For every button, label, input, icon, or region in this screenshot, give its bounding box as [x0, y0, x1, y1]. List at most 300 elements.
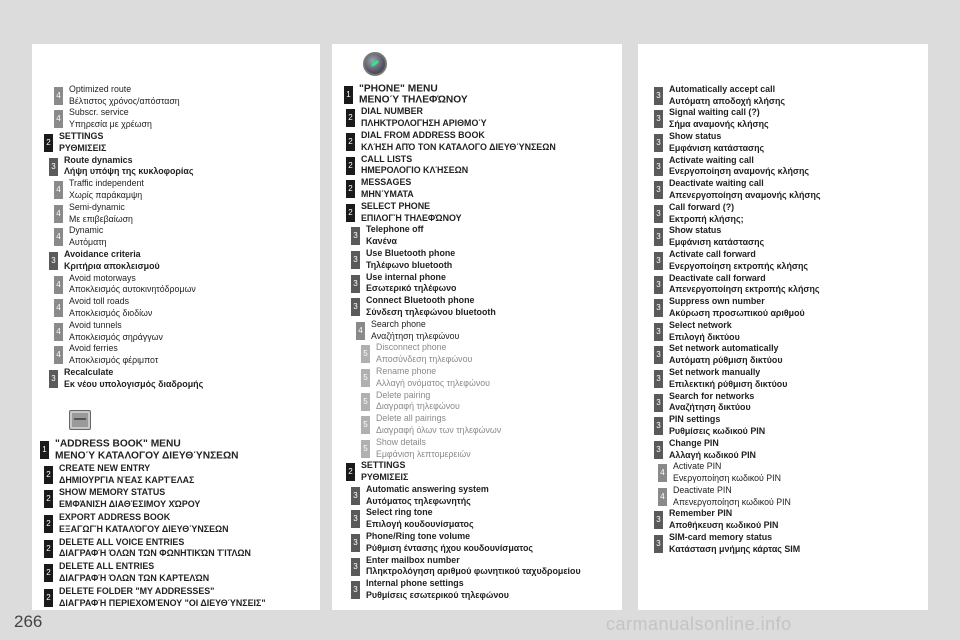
menu-entry [658, 485, 928, 509]
menu-entry-text [366, 531, 533, 555]
menu-entry-label-el: Λήψη υπόψη της κυκλοφορίας [64, 166, 194, 177]
menu-level-badge: 3 [49, 158, 58, 176]
menu-level-badge: 4 [658, 464, 667, 482]
menu-entry-label-en: Avoidance criteria [64, 249, 141, 260]
menu-entry [351, 248, 622, 272]
menu-entry-text [669, 344, 783, 368]
menu-entry-text [361, 154, 468, 178]
menu-level-badge: 2 [346, 463, 355, 481]
menu-entry-label-el: ΠΛΗΚΤΡΟΛΟΓΗΣΗ ΑΡΙΘΜΟΎ [361, 118, 487, 129]
menu-entry-label-el: Αποσύνδεση τηλεφώνου [376, 354, 473, 365]
menu-entry-text [669, 108, 769, 132]
menu-entry-text [366, 508, 474, 532]
menu-level-badge: 3 [654, 228, 663, 246]
menu-entry-label-el: Απενεργοποίηση εκτροπής κλήσης [669, 284, 820, 295]
menu-entry-label-el: Εσωτερικό τηλέφωνο [366, 283, 457, 294]
address-book-menu-list [32, 438, 320, 610]
menu-entry-text [669, 367, 787, 391]
menu-entry-label-el: Αυτόματος τηλεφωνητής [366, 495, 471, 506]
menu-entry-label-el: Απενεργοποίηση αναμονής κλήσης [669, 190, 821, 201]
menu-entry-label-en: Route dynamics [64, 154, 133, 165]
menu-entry [346, 461, 622, 485]
menu-entry-text [669, 532, 800, 556]
menu-entry-label-en: Select network [669, 319, 732, 330]
menu-entry-text [361, 201, 462, 225]
menu-entry-text [366, 555, 581, 579]
menu-entry [356, 319, 622, 343]
menu-entry [44, 463, 320, 488]
menu-entry-label-en: Dynamic [69, 225, 104, 236]
menu-entry-label-en: Enter mailbox number [366, 554, 460, 565]
menu-level-badge: 2 [346, 204, 355, 222]
menu-entry [40, 438, 320, 463]
menu-level-badge: 5 [361, 416, 370, 434]
phone-menu-list [332, 83, 622, 602]
menu-level-badge: 3 [654, 87, 663, 105]
menu-entry [654, 414, 928, 438]
menu-entry [44, 536, 320, 561]
menu-entry-label-en: DIAL FROM ADDRESS BOOK [361, 130, 485, 141]
menu-entry-label-el: Εκ νέου υπολογισμός διαδρομής [64, 378, 204, 389]
menu-entry-label-el: ΜΕΝΟΎ ΤΗΛΕΦΏΝΟΥ [359, 94, 468, 106]
menu-entry-label-el: Ενεργοποίηση κωδικού PIN [673, 473, 781, 484]
menu-level-badge: 3 [654, 323, 663, 341]
menu-entry [44, 561, 320, 586]
menu-entry-label-en: SHOW MEMORY STATUS [59, 487, 166, 498]
page-number: 266 [14, 612, 43, 631]
menu-level-badge: 3 [654, 134, 663, 152]
menu-entry-text [669, 249, 808, 273]
menu-entry-label-en: Set network automatically [669, 343, 779, 354]
menu-entry-text [59, 586, 266, 610]
menu-level-badge: 3 [654, 346, 663, 364]
menu-entry-label-en: Show status [669, 131, 722, 142]
menu-entry-text [69, 108, 152, 132]
menu-entry [361, 390, 622, 414]
menu-level-badge: 5 [361, 369, 370, 387]
menu-level-badge: 3 [351, 534, 360, 552]
menu-level-badge: 3 [654, 535, 663, 553]
menu-entry-label-en: DIAL NUMBER [361, 106, 423, 117]
menu-entry-label-el: Ρύθμιση έντασης ήχου κουδουνίσματος [366, 543, 533, 554]
menu-level-badge: 2 [44, 589, 53, 607]
menu-entry [654, 509, 928, 533]
menu-entry-text [669, 509, 778, 533]
menu-entry-label-en: Deactivate PIN [673, 485, 732, 496]
menu-entry [361, 343, 622, 367]
menu-entry [54, 296, 320, 320]
menu-entry-text [673, 485, 791, 509]
menu-entry-label-el: ΗΜΕΡΟΛΟΓΙΟ ΚΛΉΣΕΩΝ [361, 165, 469, 176]
menu-entry-label-el: Κριτήρια αποκλεισμού [64, 260, 160, 271]
menu-entry-label-el: ΔΗΜΙΟΥΡΓΙΑ ΝΈΑΣ ΚΑΡΤΈΛΑΣ [59, 474, 195, 485]
menu-entry-label-el: ΔΙΑΓΡΑΦΉ ΠΕΡΙΕΧΟΜΈΝΟΥ "ΟΙ ΔΙΕΥΘΎΝΣΕΙΣ" [59, 597, 266, 608]
menu-entry-text [366, 295, 496, 319]
menu-level-badge: 3 [654, 417, 663, 435]
menu-entry-label-el: Αλλαγή κωδικού PIN [669, 449, 756, 460]
phone-icon [363, 52, 387, 76]
menu-entry [654, 367, 928, 391]
menu-entry-label-en: Subscr. service [69, 107, 129, 118]
menu-entry-text [673, 462, 781, 486]
menu-entry [351, 555, 622, 579]
menu-level-badge: 3 [654, 158, 663, 176]
menu-entry-text [376, 413, 501, 437]
menu-entry [654, 155, 928, 179]
menu-entry-label-en: Show details [376, 436, 426, 447]
menu-level-badge: 3 [654, 370, 663, 388]
menu-entry-label-en: Traffic independent [69, 178, 144, 189]
menu-entry-label-el: Αυτόματη αποδοχή κλήσης [669, 95, 786, 106]
menu-entry-text [366, 225, 424, 249]
menu-level-badge: 2 [346, 109, 355, 127]
menu-entry [44, 131, 320, 155]
menu-entry [54, 344, 320, 368]
menu-entry-label-el: Αυτόματη ρύθμιση δικτύου [669, 355, 783, 366]
menu-entry-text [64, 249, 160, 273]
menu-entry [654, 108, 928, 132]
menu-entry-label-el: Σήμα αναμονής κλήσης [669, 119, 769, 130]
menu-entry [44, 487, 320, 512]
menu-entry-label-en: Use internal phone [366, 271, 446, 282]
menu-level-badge: 2 [44, 466, 53, 484]
phone-settings-list [638, 84, 928, 556]
menu-entry-label-en: Avoid ferries [69, 343, 118, 354]
menu-entry-label-en: SETTINGS [361, 460, 406, 471]
menu-entry-label-el: Επιλογή δικτύου [669, 331, 740, 342]
menu-entry-text [376, 437, 471, 461]
menu-entry [351, 484, 622, 508]
menu-entry-label-en: MESSAGES [361, 177, 412, 188]
menu-entry-label-en: Search for networks [669, 390, 755, 401]
menu-entry-label-el: Με επιβεβαίωση [69, 213, 133, 224]
menu-entry-text [669, 414, 765, 438]
menu-entry-label-el: Ρυθμίσεις κωδικού PIN [669, 426, 766, 437]
menu-entry-label-el: ΜΗΝΎΜΑΤΑ [361, 189, 414, 200]
menu-entry-label-el: Αποθήκευση κωδικού PIN [669, 520, 779, 531]
menu-entry-label-el: ΡΥΘΜΙΣΕΙΣ [59, 142, 107, 153]
menu-level-badge: 3 [654, 299, 663, 317]
menu-entry-label-en: SETTINGS [59, 131, 104, 142]
menu-entry-label-en: Optimized route [69, 84, 132, 94]
menu-entry-label-en: Signal waiting call (?) [669, 107, 760, 118]
menu-entry-label-el: Σύνδεση τηλεφώνου bluetooth [366, 307, 496, 318]
menu-entry [346, 130, 622, 154]
menu-level-badge: 4 [54, 181, 63, 199]
menu-level-badge: 3 [654, 394, 663, 412]
menu-entry-text [669, 226, 764, 250]
menu-entry-label-el: Αναζήτηση τηλεφώνου [371, 330, 460, 341]
menu-level-badge: 5 [361, 345, 370, 363]
menu-entry-text [59, 131, 106, 155]
menu-entry-label-el: Κανένα [366, 236, 397, 247]
menu-entry-label-el: ΚΛΉΣΗ ΑΠΌ ΤΟΝ ΚΑΤΑΛΟΓΟ ΔΙΕΥΘΎΝΣΕΩΝ [361, 141, 556, 152]
menu-entry-label-el: Ενεργοποίηση εκτροπής κλήσης [669, 260, 808, 271]
menu-entry-text [59, 512, 229, 536]
menu-entry-label-en: Avoid toll roads [69, 296, 129, 307]
menu-entry-label-en: Show status [669, 225, 722, 236]
menu-entry-label-el: ΔΙΑΓΡΑΦΉ ΌΛΩΝ ΤΩΝ ΚΑΡΤΕΛΏΝ [59, 573, 210, 584]
menu-entry-label-en: Automatic answering system [366, 484, 489, 495]
menu-level-badge: 2 [44, 134, 53, 152]
menu-entry-text [69, 296, 152, 320]
menu-entry-text [69, 273, 196, 297]
menu-entry-label-en: SELECT PHONE [361, 200, 431, 211]
menu-level-badge: 3 [351, 581, 360, 599]
menu-entry [346, 201, 622, 225]
menu-entry-text [366, 578, 509, 602]
menu-entry-label-el: Αποκλεισμός σηράγγων [69, 331, 163, 342]
menu-entry-text [669, 391, 754, 415]
menu-panel-phone [332, 44, 622, 610]
menu-level-badge: 3 [351, 487, 360, 505]
menu-entry-label-el: Αλλαγή ονόματος τηλεφώνου [376, 377, 490, 388]
menu-entry-label-en: Automatically accept call [669, 84, 776, 94]
menu-entry-label-el: ΜΕΝΟΎ ΚΑΤΑΛΟΓΟΥ ΔΙΕΥΘΎΝΣΕΩΝ [55, 450, 239, 462]
menu-entry-text [59, 463, 194, 487]
menu-entry-label-el: Τηλέφωνο bluetooth [366, 259, 453, 270]
menu-entry [654, 131, 928, 155]
menu-entry-label-en: Rename phone [376, 366, 437, 377]
menu-level-badge: 3 [654, 276, 663, 294]
menu-level-badge: 3 [351, 251, 360, 269]
menu-entry [54, 202, 320, 226]
menu-entry-label-el: Διαγραφή όλων των τηλεφώνων [376, 425, 502, 436]
menu-level-badge: 4 [54, 346, 63, 364]
menu-entry-text [669, 273, 819, 297]
menu-level-badge: 3 [351, 275, 360, 293]
menu-level-badge: 3 [654, 252, 663, 270]
menu-entry [44, 512, 320, 537]
menu-entry-label-en: DELETE FOLDER "MY ADDRESSES" [59, 586, 215, 597]
menu-entry-text [69, 202, 133, 226]
menu-entry-text [361, 130, 556, 154]
menu-level-badge: 3 [654, 110, 663, 128]
menu-entry-label-en: Delete pairing [376, 389, 431, 400]
menu-entry-text [64, 155, 193, 179]
menu-entry-label-en: Phone/Ring tone volume [366, 531, 471, 542]
menu-entry-label-el: ΕΠΙΛΟΓΉ ΤΗΛΕΦΏΝΟΥ [361, 212, 462, 223]
menu-level-badge: 1 [344, 86, 353, 104]
menu-level-badge: 4 [356, 322, 365, 340]
navigation-settings-list [32, 84, 320, 391]
menu-entry-text [59, 488, 200, 512]
menu-entry [361, 413, 622, 437]
menu-entry [346, 177, 622, 201]
menu-entry-label-en: Activate waiting call [669, 154, 754, 165]
menu-entry-label-el: Κατάσταση μνήμης κάρτας SIM [669, 544, 801, 555]
menu-entry-label-en: "PHONE" MENU [359, 83, 438, 95]
menu-entry-text [376, 343, 472, 367]
menu-entry-label-el: ΔΙΑΓΡΑΦΉ ΌΛΩΝ ΤΩΝ ΦΩΝΗΤΙΚΏΝ ΤΊΤΛΩΝ [59, 548, 251, 559]
menu-entry [351, 531, 622, 555]
menu-level-badge: 5 [361, 440, 370, 458]
menu-entry-text [69, 84, 180, 108]
menu-entry-text [371, 319, 459, 343]
menu-level-badge: 2 [44, 564, 53, 582]
menu-entry-label-el: Αποκλεισμός διοδίων [69, 308, 153, 319]
menu-entry-text [361, 177, 414, 201]
menu-entry-label-en: Semi-dynamic [69, 201, 125, 212]
menu-entry [344, 83, 622, 107]
menu-entry-label-en: Disconnect phone [376, 342, 447, 353]
menu-entry-label-en: Set network manually [669, 367, 761, 378]
menu-entry [654, 178, 928, 202]
menu-entry [654, 344, 928, 368]
menu-entry-text [69, 178, 144, 202]
menu-entry-label-el: Εμφάνιση λεπτομερειών [376, 448, 471, 459]
menu-entry-text [359, 83, 468, 106]
menu-entry-text [669, 84, 785, 108]
menu-entry-label-el: Εκτροπή κλήσης; [669, 213, 744, 224]
menu-entry-label-en: Telephone off [366, 224, 424, 235]
menu-entry-label-en: Select ring tone [366, 507, 433, 518]
menu-entry [658, 462, 928, 486]
menu-level-badge: 3 [49, 252, 58, 270]
menu-entry [351, 225, 622, 249]
menu-level-badge: 2 [44, 490, 53, 508]
menu-entry [54, 226, 320, 250]
menu-level-badge: 2 [44, 540, 53, 558]
menu-entry-label-en: DELETE ALL ENTRIES [59, 561, 155, 572]
menu-entry [361, 437, 622, 461]
menu-level-badge: 1 [40, 441, 49, 459]
menu-level-badge: 2 [346, 157, 355, 175]
menu-entry-text [669, 438, 756, 462]
menu-entry-text [361, 461, 408, 485]
menu-entry [54, 108, 320, 132]
menu-entry-label-el: Βέλτιστος χρόνος/απόσταση [69, 95, 180, 106]
menu-entry-label-el: Εμφάνιση κατάστασης [669, 142, 765, 153]
menu-level-badge: 4 [54, 276, 63, 294]
menu-entry [361, 366, 622, 390]
menu-panel-phone-continued [638, 44, 928, 610]
menu-level-badge: 3 [654, 205, 663, 223]
menu-level-badge: 3 [351, 227, 360, 245]
menu-level-badge: 4 [54, 205, 63, 223]
menu-level-badge: 5 [361, 393, 370, 411]
menu-entry-label-el: Αυτόματη [69, 237, 107, 248]
menu-entry-text [669, 178, 821, 202]
menu-entry-label-en: DELETE ALL VOICE ENTRIES [59, 536, 185, 547]
menu-entry-label-en: Deactivate waiting call [669, 178, 764, 189]
menu-entry [351, 508, 622, 532]
menu-entry [54, 320, 320, 344]
menu-entry-text [669, 155, 809, 179]
menu-entry-label-el: ΕΞΑΓΩΓΉ ΚΑΤΑΛΌΓΟΥ ΔΙΕΥΘΎΝΣΕΩΝ [59, 524, 229, 535]
menu-entry-text [59, 537, 251, 561]
menu-level-badge: 3 [351, 558, 360, 576]
menu-entry-label-el: Χωρίς παράκαμψη [69, 190, 143, 201]
menu-entry-label-en: SIM-card memory status [669, 532, 773, 543]
menu-entry-label-en: Search phone [371, 318, 426, 329]
menu-entry-label-el: Επιλεκτική ρύθμιση δικτύου [669, 378, 788, 389]
menu-level-badge: 2 [346, 180, 355, 198]
menu-entry-label-en: Use Bluetooth phone [366, 248, 456, 259]
menu-entry-label-en: Remember PIN [669, 508, 733, 519]
menu-entry-label-en: Deactivate call forward [669, 272, 766, 283]
menu-level-badge: 4 [658, 488, 667, 506]
menu-entry [654, 296, 928, 320]
menu-level-badge: 2 [44, 515, 53, 533]
menu-entry [44, 586, 320, 611]
menu-entry [351, 295, 622, 319]
menu-entry-text [69, 344, 158, 368]
menu-entry [654, 438, 928, 462]
menu-entry-text [669, 320, 740, 344]
menu-entry-text [59, 561, 209, 585]
menu-panel-navigation [32, 44, 320, 610]
menu-entry-label-el: Επιλογή κουδουνίσματος [366, 519, 474, 530]
menu-entry-label-el: Αποκλεισμός αυτοκινητόδρομων [69, 284, 196, 295]
menu-entry [654, 202, 928, 226]
menu-level-badge: 4 [54, 110, 63, 128]
menu-level-badge: 3 [654, 441, 663, 459]
menu-entry-label-el: Ακύρωση προσωπικού αριθμού [669, 308, 805, 319]
menu-entry-label-el: Υπηρεσία με χρέωση [69, 119, 152, 130]
menu-level-badge: 4 [54, 299, 63, 317]
menu-entry-label-en: EXPORT ADDRESS BOOK [59, 512, 171, 523]
menu-entry-text [366, 484, 489, 508]
menu-entry-label-en: Connect Bluetooth phone [366, 295, 475, 306]
menu-entry-label-el: ΡΥΘΜΙΣΕΙΣ [361, 472, 409, 483]
menu-entry-label-en: Suppress own number [669, 296, 765, 307]
menu-level-badge: 2 [346, 133, 355, 151]
menu-entry-text [64, 367, 203, 391]
menu-entry-label-el: Πληκτρολόγηση αριθμού φωνητικού ταχυδρομείου [366, 566, 581, 577]
menu-entry-label-en: "ADDRESS BOOK" MENU [55, 438, 181, 450]
menu-entry-label-en: Activate PIN [673, 461, 722, 472]
menu-level-badge: 3 [49, 370, 58, 388]
menu-entry-label-el: Αποκλεισμός φέριμποτ [69, 355, 159, 366]
menu-entry-text [361, 107, 487, 131]
menu-entry [654, 84, 928, 108]
menu-entry-label-en: Avoid tunnels [69, 319, 122, 330]
menu-level-badge: 4 [54, 87, 63, 105]
menu-entry-label-en: PIN settings [669, 414, 721, 425]
menu-entry-label-en: Delete all pairings [376, 413, 446, 424]
menu-entry-label-en: Internal phone settings [366, 578, 464, 589]
menu-entry-text [669, 131, 764, 155]
menu-entry-label-en: Change PIN [669, 437, 719, 448]
menu-entry-text [669, 296, 805, 320]
menu-entry-label-en: CALL LISTS [361, 153, 413, 164]
menu-entry-label-en: Activate call forward [669, 249, 756, 260]
menu-entry-text [376, 390, 460, 414]
menu-entry [654, 391, 928, 415]
menu-entry [49, 155, 320, 179]
menu-entry [351, 578, 622, 602]
menu-entry [49, 367, 320, 391]
menu-level-badge: 3 [654, 181, 663, 199]
menu-entry [351, 272, 622, 296]
menu-entry [54, 178, 320, 202]
menu-entry-label-en: Recalculate [64, 367, 114, 378]
watermark: carmanualsonline.info [606, 614, 792, 634]
menu-level-badge: 4 [54, 323, 63, 341]
menu-entry [654, 273, 928, 297]
menu-entry-label-el: Αναζήτηση δικτύου [669, 402, 751, 413]
menu-entry-text [69, 226, 107, 250]
menu-entry [54, 84, 320, 108]
menu-entry-text [669, 202, 744, 226]
menu-entry [654, 249, 928, 273]
address-book-icon [69, 410, 91, 430]
menu-entry-label-el: Εμφάνιση κατάστασης [669, 237, 765, 248]
menu-level-badge: 4 [54, 228, 63, 246]
menu-entry [654, 320, 928, 344]
menu-entry-label-en: CREATE NEW ENTRY [59, 463, 151, 474]
